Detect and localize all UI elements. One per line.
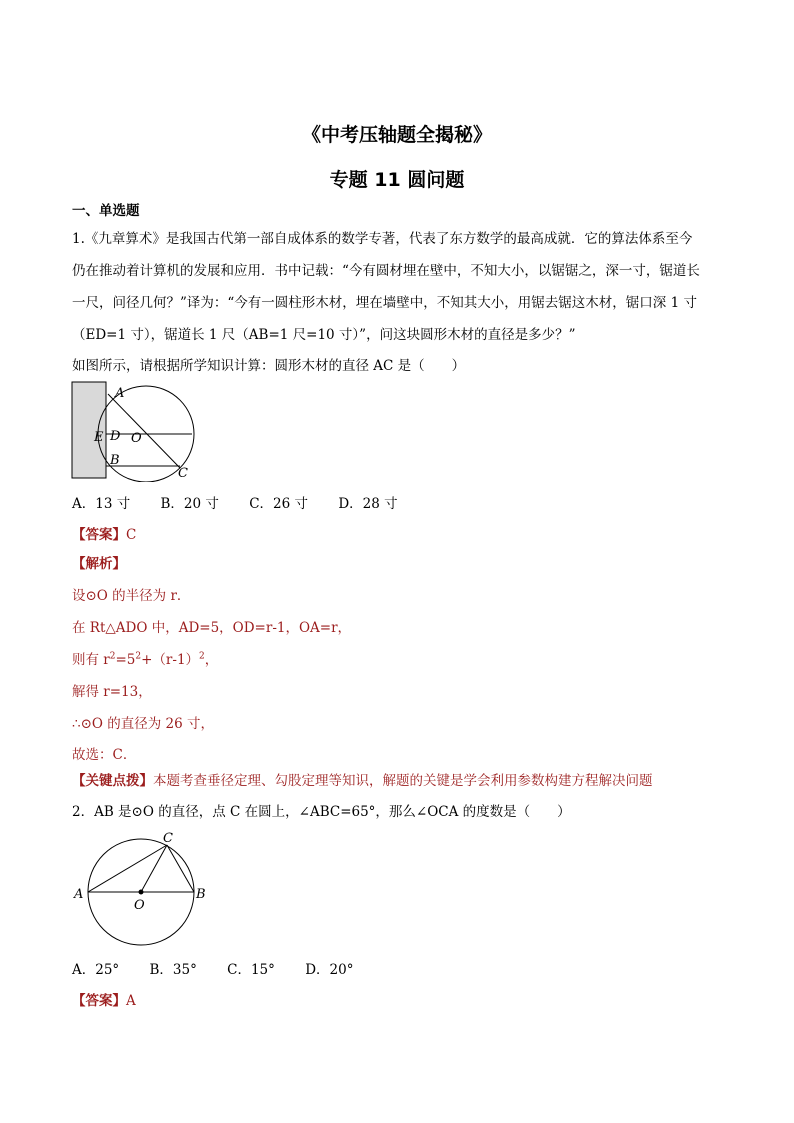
q2-choice-a: A．25° (72, 962, 120, 978)
q1-answer (72, 526, 136, 544)
q1-answer-tag: 【答案】 (72, 527, 126, 543)
q2-text: 2．AB 是⊙O 的直径，点 C 在圆上，∠ABC=65°，那么∠OCA 的度数是（ ） (72, 804, 571, 820)
q2-answer-value: A (126, 993, 136, 1009)
q1-text-line-3: 一尺，问径几何？”译为：“今有一圆柱形木材，埋在墙壁中，不知其大小，用锯去锯这木材，锯口深 1 寸 (72, 295, 697, 311)
q2-answer-tag: 【答案】 (72, 993, 126, 1009)
q1-text-line-2: 仍在推动着计算机的发展和应用．书中记载：“今有圆材埋在壁中，不知大小，以锯锯之，深一寸，锯道长 (72, 263, 700, 279)
q2-choice-c: C．15° (227, 962, 275, 978)
chord-ac (88, 845, 167, 892)
label-b: B (196, 887, 206, 902)
q1-choice-d: D．28 寸 (338, 496, 398, 512)
label-c: C (178, 466, 188, 481)
q1-key-text: 本题考查垂径定理、勾股定理等知识，解题的关键是学会利用参数构建方程解决问题 (153, 773, 653, 789)
q1-answer-value: C (126, 527, 137, 543)
q2-choice-d: D．20° (305, 962, 354, 978)
label-e: E (94, 430, 104, 445)
q1-prompt: 如图所示，请根据所学知识计算：圆形木材的直径 AC 是（ ） (72, 358, 466, 374)
center-point (139, 890, 144, 895)
q1-choice-a: A．13 寸 (72, 496, 131, 512)
q1-text-line-4: （ED=1 寸），锯道长 1 尺（AB=1 尺=10 寸）”，问这块圆形木材的直径是多少？” (72, 327, 576, 343)
label-o: O (131, 431, 142, 446)
q2-choice-b: B．35° (149, 962, 197, 978)
q1-choice-b: B．20 寸 (160, 496, 219, 512)
document-subtitle: 专题 11 圆问题 (329, 169, 465, 191)
label-o: O (134, 898, 145, 913)
q2-figure-circle (68, 828, 218, 958)
q1-figure-circle-wall (68, 378, 198, 482)
document-title: 《中考压轴题全揭秘》 (301, 124, 492, 146)
q1-step-6: 故选：C． (72, 747, 137, 763)
radius-oc (141, 845, 167, 892)
q1-analysis-tag: 【解析】 (72, 556, 126, 572)
label-b: B (110, 453, 120, 468)
q2-choices (72, 961, 379, 979)
label-d: D (110, 429, 121, 444)
q1-step-1: 设⊙O 的半径为 r． (72, 588, 191, 604)
q1-step-3: 则有 $r^2=5^2+(r-1)^2$， (72, 651, 219, 668)
q1-step-4: 解得 r=13， (72, 684, 152, 700)
q1-key-tag: 【关键点拨】 (72, 773, 153, 789)
label-a: A (74, 887, 84, 902)
q1-choices (72, 495, 424, 513)
q1-step-2: 在 Rt△ADO 中，AD=5，OD=r-1，OA=r， (72, 620, 352, 636)
q1-text-line-1: 1.《九章算术》是我国古代第一部自成体系的数学专著，代表了东方数学的最高成就．它的算法体系至今 (72, 231, 693, 247)
q1-step-5: ∴⊙O 的直径为 26 寸， (72, 716, 215, 732)
label-c: C (163, 831, 173, 846)
section-heading: 一、单选题 (72, 203, 140, 219)
q2-answer (72, 992, 136, 1010)
chord-bc (167, 845, 194, 892)
q1-choice-c: C．26 寸 (249, 496, 309, 512)
label-a: A (115, 386, 125, 401)
q1-key-point (72, 772, 653, 790)
